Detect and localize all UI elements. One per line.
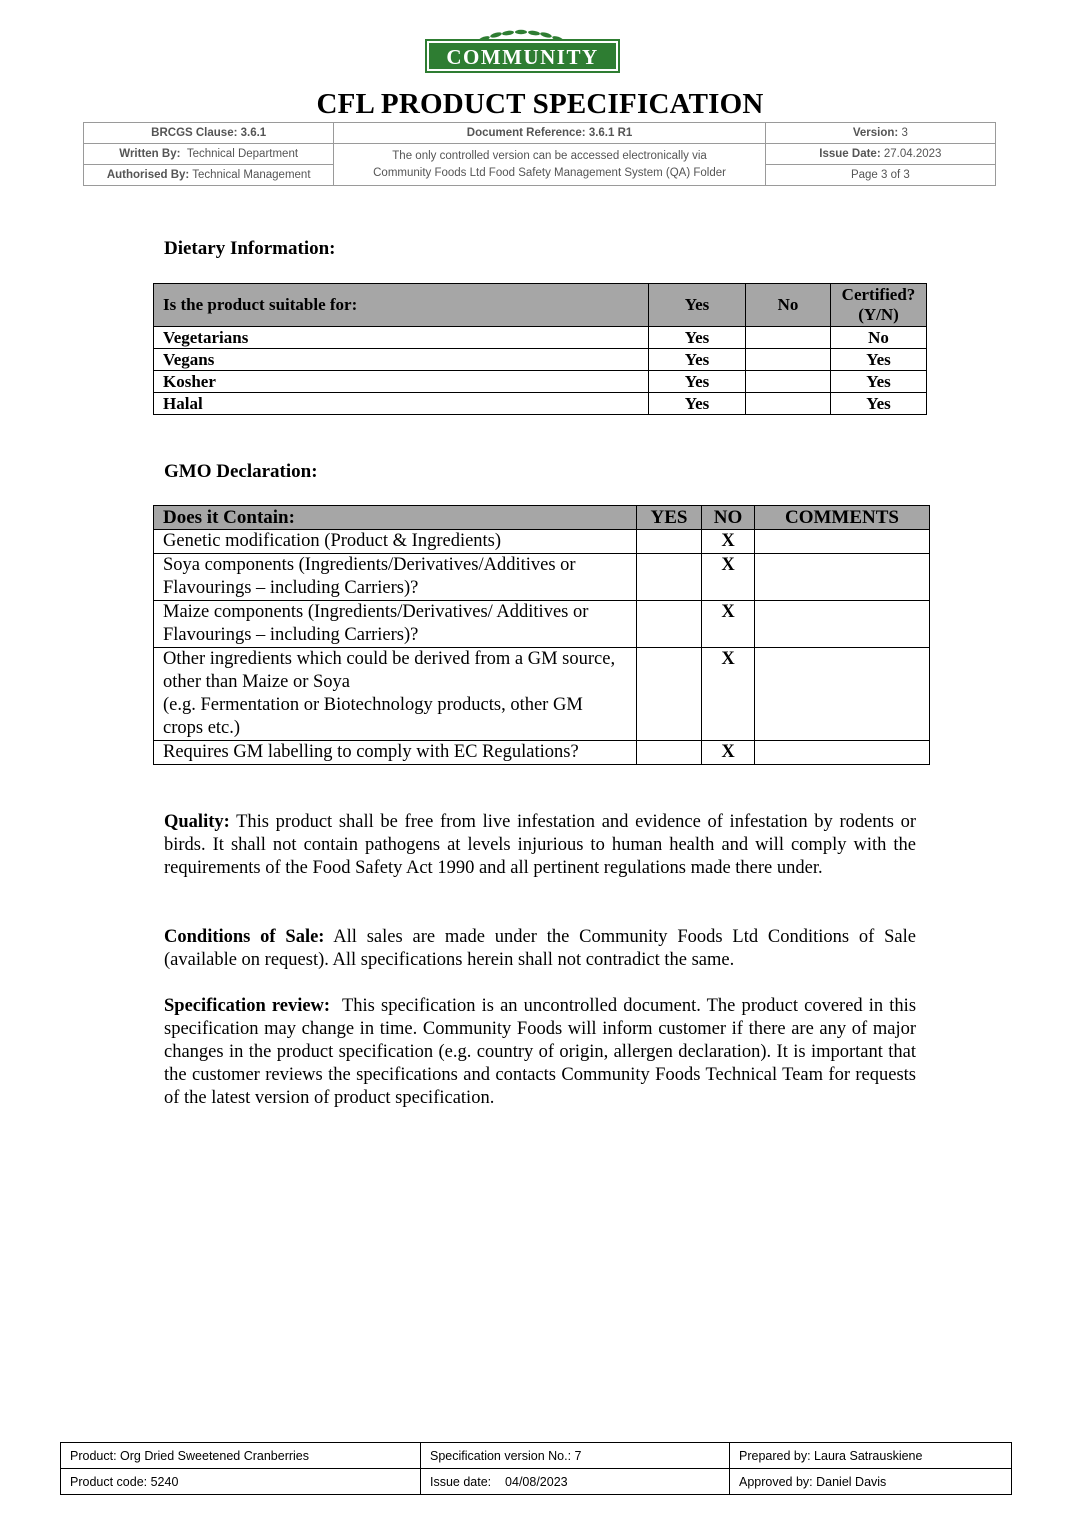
quality-label: Quality: — [164, 812, 230, 832]
dietary-table — [153, 283, 927, 415]
gmo-yes — [637, 601, 702, 648]
dietary-yes: Yes — [649, 327, 746, 349]
footer-issue-date: Issue date: 04/08/2023 — [421, 1469, 730, 1495]
quality-paragraph — [164, 811, 916, 880]
footer-approved-by: Approved by: Daniel Davis — [730, 1469, 1012, 1495]
review-text: This specification is an uncontrolled document. The product covered in this specification may change in time. Community Foods will inform customer if there are any of major changes in the product specification (e.g. country of origin, allergen declaration). It is important that the customer reviews the specifications and contacts Community Foods Technical Team for requests of the latest version of product specification. — [164, 996, 917, 1108]
gmo-col-yes: YES — [637, 506, 702, 530]
gmo-item — [154, 648, 637, 741]
dietary-col-yes: Yes — [649, 284, 746, 327]
quality-text: This product shall be free from live infestation and evidence of infestation by rodents or birds. It shall not contain pathogens at levels injurious to human health and will comply with the requirements of the Food Safety Act 1990 and all pertinent regulations made there under. — [164, 812, 916, 878]
table-row — [154, 530, 930, 554]
version-label: Version: — [852, 127, 899, 139]
issue-date-cell — [765, 144, 995, 165]
gmo-heading: GMO Declaration: — [164, 461, 318, 482]
authorised-by-cell — [84, 165, 334, 186]
version-value: 3 — [901, 127, 908, 139]
conditions-label: Conditions of Sale: — [164, 927, 325, 947]
dietary-no — [746, 327, 831, 349]
written-by-label: Written By: — [119, 148, 181, 160]
gmo-item: Maize components (Ingredients/Derivatives/ Additives or Flavourings – including Carriers)? — [154, 601, 637, 648]
gmo-item-line-1: Other ingredients which could be derived from a GM source, other than Maize or Soya — [163, 649, 616, 692]
gmo-col-comments: COMMENTS — [755, 506, 930, 530]
written-by-value: Technical Department — [186, 148, 299, 160]
gmo-header-row — [154, 506, 930, 530]
table-row — [154, 601, 930, 648]
footer-spec-version: Specification version No.: 7 — [421, 1443, 730, 1469]
dietary-item: Halal — [154, 393, 649, 415]
gmo-no: X — [702, 741, 755, 765]
footer-product: Product: Org Dried Sweetened Cranberries — [61, 1443, 421, 1469]
table-row — [154, 554, 930, 601]
document-reference: Document Reference: 3.6.1 R1 — [334, 123, 765, 144]
controlled-line-1: The only controlled version can be accessed electronically via — [392, 149, 707, 162]
table-row — [154, 349, 927, 371]
company-logo — [424, 28, 621, 74]
gmo-comments — [755, 741, 930, 765]
page-number: Page 3 of 3 — [765, 165, 995, 186]
review-paragraph — [164, 995, 916, 1110]
footer-prepared-by: Prepared by: Laura Satrauskiene — [730, 1443, 1012, 1469]
controlled-line-2: Community Foods Ltd Food Safety Management System (QA) Folder — [373, 166, 726, 179]
issue-date-value: 27.04.2023 — [883, 148, 942, 160]
dietary-item: Vegans — [154, 349, 649, 371]
dietary-certified: Yes — [831, 393, 927, 415]
dietary-header-row — [154, 284, 927, 327]
conditions-text: All sales are made under the Community Foods Ltd Conditions of Sale (available on request). All specifications herein shall not contradict the same. — [164, 927, 916, 970]
table-row — [154, 741, 930, 765]
gmo-no: X — [702, 648, 755, 741]
gmo-yes — [637, 530, 702, 554]
dietary-item: Vegetarians — [154, 327, 649, 349]
gmo-item: Soya components (Ingredients/Derivatives/Additives or Flavourings – including Carriers)? — [154, 554, 637, 601]
dietary-no — [746, 349, 831, 371]
gmo-comments — [755, 601, 930, 648]
brcgs-clause: BRCGS Clause: 3.6.1 — [84, 123, 334, 144]
authorised-by-value: Technical Management — [192, 169, 311, 181]
dietary-col-no: No — [746, 284, 831, 327]
footer-product-code: Product code: 5240 — [61, 1469, 421, 1495]
dietary-certified: Yes — [831, 349, 927, 371]
footer-table — [60, 1442, 1012, 1495]
gmo-no: X — [702, 601, 755, 648]
dietary-yes: Yes — [649, 371, 746, 393]
gmo-yes — [637, 554, 702, 601]
dietary-certified: No — [831, 327, 927, 349]
dietary-no — [746, 393, 831, 415]
dietary-yes: Yes — [649, 393, 746, 415]
dietary-certified: Yes — [831, 371, 927, 393]
review-label: Specification review: — [164, 996, 331, 1016]
controlled-version-note — [334, 144, 765, 186]
dietary-item: Kosher — [154, 371, 649, 393]
dietary-no — [746, 371, 831, 393]
gmo-no: X — [702, 530, 755, 554]
document-title: CFL PRODUCT SPECIFICATION — [316, 88, 764, 120]
authorised-by-label: Authorised By: — [106, 169, 190, 181]
gmo-col-item: Does it Contain: — [154, 506, 637, 530]
gmo-comments — [755, 530, 930, 554]
gmo-col-no: NO — [702, 506, 755, 530]
dietary-heading: Dietary Information: — [164, 238, 336, 259]
gmo-table — [153, 505, 930, 765]
document-control-table — [83, 122, 996, 186]
gmo-comments — [755, 648, 930, 741]
issue-date-label: Issue Date: — [819, 148, 881, 160]
dietary-col-certified: Certified? (Y/N) — [831, 284, 927, 327]
dietary-yes: Yes — [649, 349, 746, 371]
gmo-no: X — [702, 554, 755, 601]
gmo-item: Requires GM labelling to comply with EC Regulations? — [154, 741, 637, 765]
table-row — [154, 371, 927, 393]
written-by-cell — [84, 144, 334, 165]
table-row — [154, 393, 927, 415]
gmo-item-line-2: (e.g. Fermentation or Biotechnology products, other GM crops etc.) — [163, 695, 583, 738]
gmo-yes — [637, 648, 702, 741]
version-cell — [765, 123, 995, 144]
gmo-yes — [637, 741, 702, 765]
gmo-item: Genetic modification (Product & Ingredients) — [154, 530, 637, 554]
conditions-paragraph — [164, 926, 916, 972]
dietary-col-item: Is the product suitable for: — [154, 284, 649, 327]
table-row — [154, 648, 930, 741]
logo-text: COMMUNITY — [446, 45, 599, 69]
table-row — [154, 327, 927, 349]
gmo-comments — [755, 554, 930, 601]
